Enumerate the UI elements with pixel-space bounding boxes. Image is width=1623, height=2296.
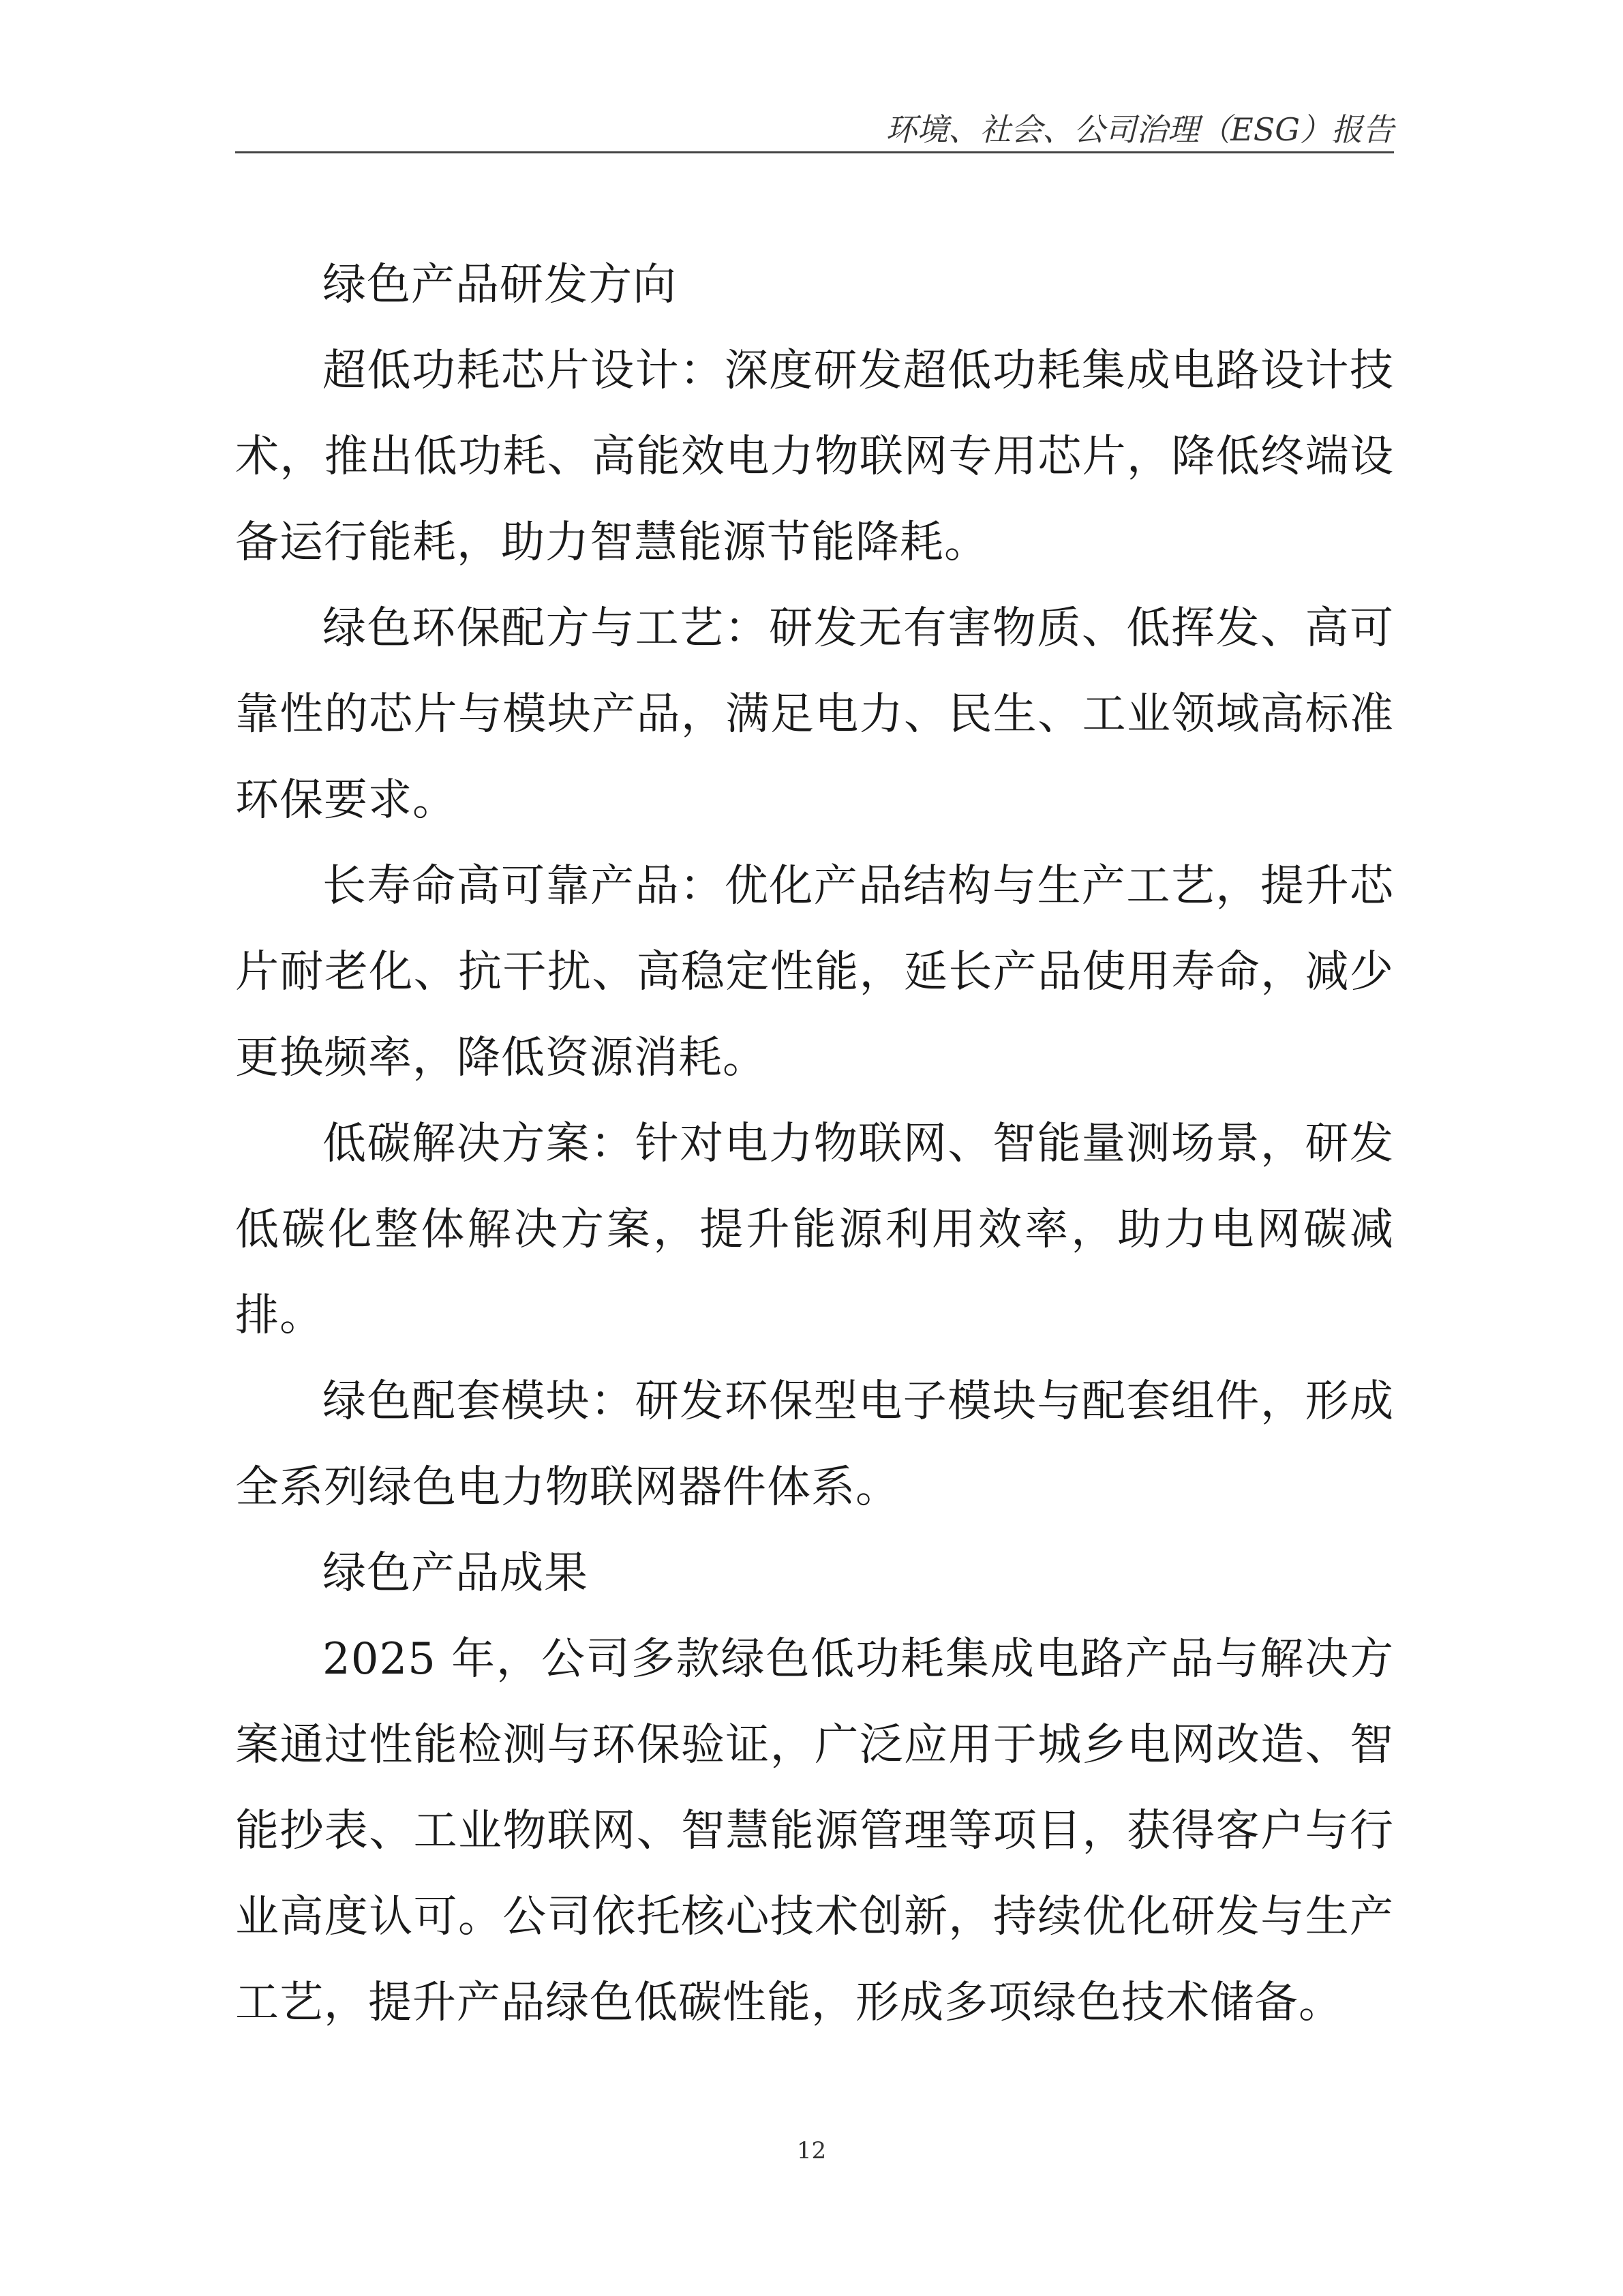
paragraph-green-modules: 绿色配套模块：研发环保型电子模块与配套组件，形成全系列绿色电力物联网器件体系。 xyxy=(235,1376,1394,1513)
section-heading-green-rd: 绿色产品研发方向 xyxy=(322,260,677,310)
header-rule xyxy=(235,151,1394,153)
running-header: 环境、社会、公司治理（ESG）报告 xyxy=(885,111,1394,148)
paragraph-2025-results: 2025 年，公司多款绿色低功耗集成电路产品与解决方案通过性能检测与环保验证，广泛应用于城乡电网改造、智能抄表、工业物联网、智慧能源管理等项目，获得客户与行业高度认可。公司依托核心技术创新，持续优化研发与生产工艺，提升产品绿色低碳性能，形成多项绿色技术储备。 xyxy=(235,1634,1394,2028)
body-text xyxy=(235,242,1394,2046)
paragraph-low-power-chip: 超低功耗芯片设计：深度研发超低功耗集成电路设计技术，推出低功耗、高能效电力物联网专用芯片，降低终端设备运行能耗，助力智慧能源节能降耗。 xyxy=(235,346,1394,568)
page-number: 12 xyxy=(796,2137,827,2164)
paragraph-green-process: 绿色环保配方与工艺：研发无有害物质、低挥发、高可靠性的芯片与模块产品，满足电力、民生、工业领域高标准环保要求。 xyxy=(235,603,1394,826)
paragraph-low-carbon-solutions: 低碳解决方案：针对电力物联网、智能量测场景，研发低碳化整体解决方案，提升能源利用效率，助力电网碳减排。 xyxy=(235,1119,1394,1341)
section-heading-green-results: 绿色产品成果 xyxy=(322,1548,588,1599)
paragraph-long-life-products: 长寿命高可靠产品：优化产品结构与生产工艺，提升芯片耐老化、抗干扰、高稳定性能，延长产品使用寿命，减少更换频率，降低资源消耗。 xyxy=(235,861,1394,1083)
